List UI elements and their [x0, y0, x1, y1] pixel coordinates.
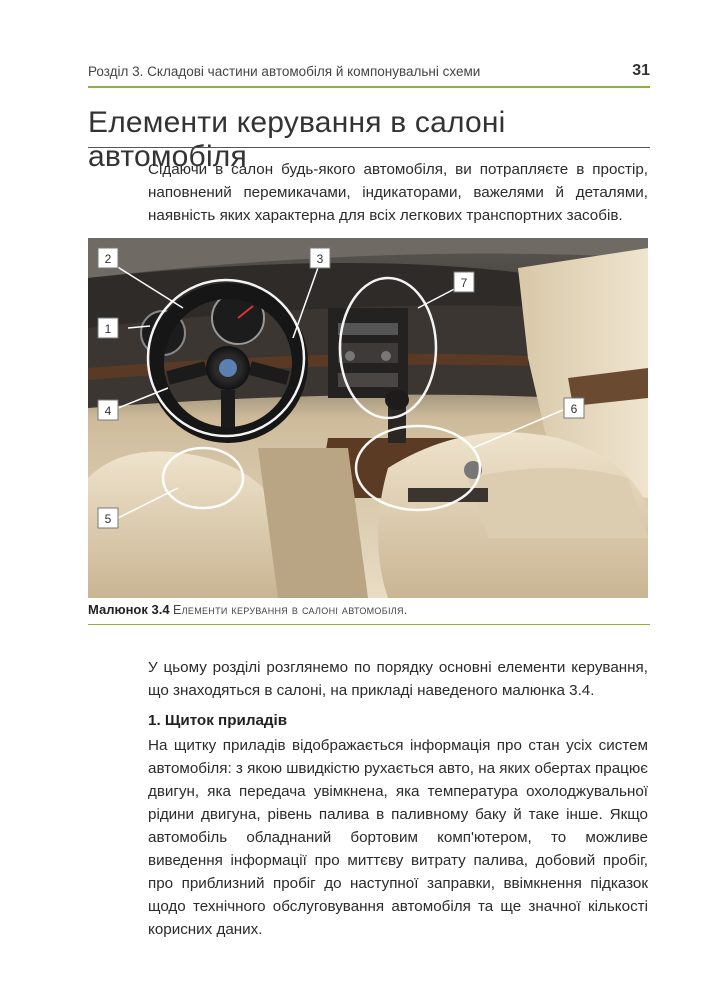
svg-text:1: 1 — [104, 322, 112, 336]
figure-caption — [88, 602, 650, 625]
callout-7 — [454, 272, 474, 292]
svg-text:5: 5 — [104, 512, 112, 526]
callout-5 — [98, 508, 118, 528]
svg-text:4: 4 — [104, 404, 112, 418]
body-paragraph: У цьому розділі розглянемо по порядку основні елементи керування, що знаходяться в салоні, на прикладі наведеного малюнка 3.4. — [148, 659, 648, 699]
page-number: 31 — [632, 62, 650, 79]
intro-paragraph: Сідаючи в салон будь-якого автомобіля, ви потрапляєте в простір, наповнений перемикачами, індикаторами, важелями й деталями, наявність яких характерна для всіх легкових транспортних засобів. — [148, 161, 648, 224]
callout-4 — [98, 400, 118, 420]
section-heading: 1. Щиток приладів — [148, 712, 288, 729]
svg-text:3: 3 — [316, 252, 324, 266]
callout-2 — [98, 248, 118, 268]
callout-3 — [310, 248, 330, 268]
svg-text:6: 6 — [570, 402, 578, 416]
car-interior-illustration — [88, 238, 648, 598]
svg-text:7: 7 — [460, 276, 468, 290]
running-head-text: Розділ 3. Складові частини автомобіля й компонувальні схеми — [88, 64, 481, 79]
title-rule — [88, 147, 650, 148]
car-interior-figure — [88, 238, 648, 598]
callout-1 — [98, 318, 118, 338]
svg-text:2: 2 — [104, 252, 112, 266]
section-body: На щитку приладів відображається інформація про стан усіх систем автомобіля: з якою швидкістю рухається авто, на яких обертах працює двигун, яка передача увімкнена, яка температура охолоджувальної рідини двигуна, рівень палива в паливному баку й таке інше. Якщо автомобіль обладнаний бортовим комп'ютером, то можливе виведення інформації про миттєву витрату палива, добовий пробіг, про приблизний пробіг до наступної заправки, ввімкнення підказок щодо технічного обслуговування автомобіля та ще значної кількості корисних даних. — [148, 737, 648, 938]
caption-text: Елементи керування в салоні автомобіля. — [173, 603, 408, 617]
chapter-title: Елементи керування в салоні автомобіля — [88, 106, 506, 173]
callout-6 — [564, 398, 584, 418]
caption-label: Малюнок 3.4 — [88, 602, 170, 617]
running-header — [88, 60, 650, 88]
